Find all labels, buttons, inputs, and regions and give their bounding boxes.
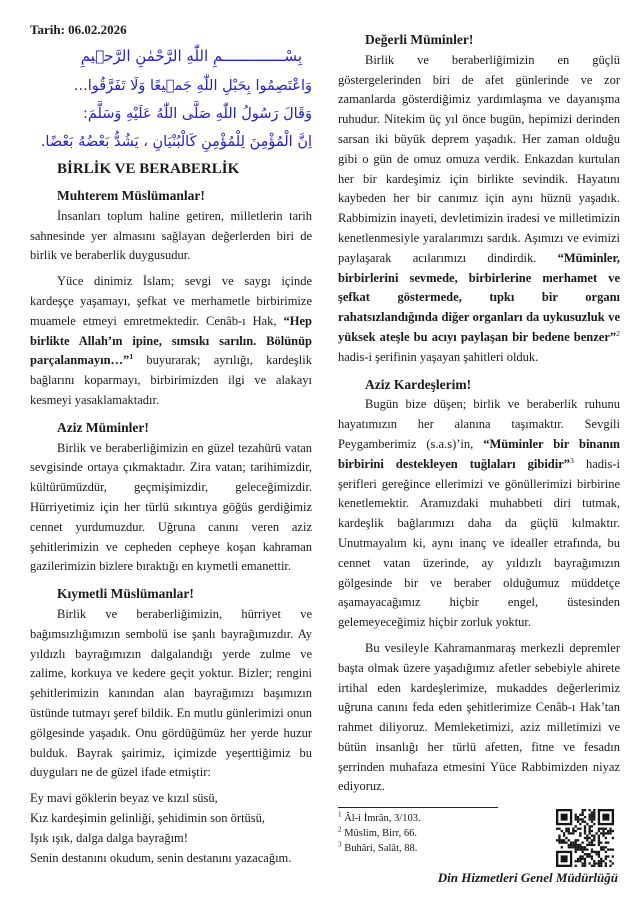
- paragraph: Bugün bize düşen; birlik ve beraberlik ruhunu hayatımızın her alanına taşımaktır. Sevgili Peygamberimiz (s.a.s)’in, “Müminler bir binanın birbirini destekleyen tuğlaları gibidir”$^3$ hadis-i şerifleri gereğince ellerimizi ve gönüllerimizi birbirine kenetlemektir. Aramızdaki muhabbeti diri tutmak, kardeşlik bağlarımızı daha da güçlü kılmaktır. Unutmayalım ki, aynı inanç ve idealler etrafında, bu cennet vatan üzerinde, ay yıldızlı bayrağımızın gölgesinde bir ve beraber olduğumuz müddetçe aşamayacağımız hiçbir engel, üstesinden gelemeyeceğimiz hiçbir zorluk yoktur.: [338, 397, 620, 630]
- sermon-title: BİRLİK VE BERABERLİK: [57, 161, 240, 177]
- footnote-text: Âl-i İmrân, 3/103.: [341, 813, 421, 825]
- section-heading-degerli-muminler: Değerli Müminler!: [365, 32, 474, 47]
- footnote-item: [338, 826, 498, 841]
- section-heading-aziz-kardeslerim: Aziz Kardeşlerim!: [365, 376, 472, 392]
- hadith-text-arabic: اِنَّ الْمُؤْمِنَ لِلْمُؤْمِنِ كَالْبُنْيَانِ ، يَشُدُّ بَعْضُهُ بَعْضًا.: [40, 134, 312, 150]
- hadith-intro-arabic: وَقَالَ رَسُولُ اللّٰهِ صَلَّى اللّٰهُ عَلَيْهِ وَسَلَّمَ:: [82, 106, 312, 122]
- poem-line: Senin destanını okudum, senin destanını yazacağım.: [30, 850, 292, 865]
- qr-code: [556, 809, 614, 867]
- paragraph: Bu vesileyle Kahramanmaraş merkezli depremler başta olmak üzere yaşadığımız afetler sebebiyle ahirete irtihal eden kardeşlerimize, mukaddes değerlerimiz uğruna canını feda eden şehitlerimize Cenâb-ı Hak’tan rahmet diliyoruz. Memleketimizi, aziz milletimizi ve bütün insanlığı her türlü afetten, fitne ve fesadın şerrinden muhafaza etmesini Yüce Rabbimizden niyaz ediyoruz.: [338, 640, 620, 794]
- footnote-item: [338, 841, 498, 856]
- date-label: Tarih: 06.02.2026: [30, 22, 127, 37]
- bismillah-calligraphy: بِسْــــــــــــــمِ اللّٰهِ الرَّحْمٰنِ الرَّح۪يمِ: [80, 47, 302, 65]
- poem-line: Kız kardeşimin gelinliği, şehidimin son örtüsü,: [30, 810, 266, 825]
- footnote-marker: 1: [338, 810, 342, 819]
- quran-verse-arabic: وَاعْتَصِمُوا بِحَبْلِ اللّٰهِ جَم۪يعًا وَلَا تَفَرَّقُوا...: [73, 78, 312, 94]
- paragraph: İnsanları toplum haline getiren, milletlerin tarih sahnesinde yer almasını sağlayan değerlerden biri de birlik ve beraberlik duygusudur.: [30, 208, 312, 263]
- right-column: [338, 22, 620, 905]
- footnote-marker: 2: [338, 825, 342, 834]
- poem-line: Ey mavi göklerin beyaz ve kızıl süsü,: [30, 791, 218, 806]
- section-heading-kiymetli-muslumanlar: Kıymetli Müslümanlar!: [57, 586, 194, 602]
- footnote-item: [338, 811, 498, 826]
- footnotes: [338, 807, 498, 856]
- footnote-text: Buhâri, Salât, 88.: [341, 843, 418, 855]
- paragraph: Birlik ve beraberliğimizin en güzel tezahürü vatan sevgisinde ortaya çıkmaktadır. Zira vatan; tarihimizdir, kültürümüzdür, geçmişimizdir, geleceğimizdir. Hürriyetimiz için her türlü sıkıntıya göğüs gerdiğimiz cennet yurdumuzdur. Uğruna canını veren aziz şehitlerimizin ve cepheden cepheye koşan kahraman gazilerimizin bizlere bıraktığı en kıymetli emanettir.: [30, 440, 312, 574]
- arabic-header-block: [30, 41, 312, 156]
- paragraph: Birlik ve beraberliğimizin, hürriyet ve bağımsızlığımızın sembolü ise şanlı bayrağımızdır. Ay yıldızlı bayrağımızın dalgalandığı yerde zulme ve zalime, korkuya ve kedere geçit yoktur. Bizler; rengini şehitlerimizin kanından alan bayrağımızı başımızın üstünde tutmayı şeref bildik. En mutlu günlerimizi onun gölgesinde yaşadık. Onu gördüğümüz her yerde huzur bulduk. Bayrak şairimiz, içimizde yeşerttiğimiz bu duyguları ne de güzel ifade etmiştir:: [30, 606, 312, 780]
- footnote-text: Müslim, Birr, 66.: [341, 828, 417, 840]
- signature-text: Din Hizmetleri Genel Müdürlüğü: [437, 870, 618, 886]
- left-column: [30, 22, 312, 905]
- footnote-marker: 3: [338, 840, 342, 849]
- paragraph: Birlik ve beraberliğimizin en güçlü göstergelerinden biri de afet günlerinde ve zor zamanlarda gösterdiğimiz yardımlaşma ve dayanışma ruhudur. Nitekim üç yıl önce bugün, hepimizi derinden sarsan iki büyük deprem yaşadık. Her zaman olduğu gibi o gün de omuz omuza verdik. Enkazdan kurtulan her bir kardeşimiz için birlikte sevindik. Hayatını kaybeden her bir canımız için aynı hüznü yaşadık. Rabbimizin inayeti, devletimizin iradesi ve milletimizin kenetlenmesiyle yaralarımızı sardık. Aşımızı ve evimizi paylaşarak acılarımızı dindirdik. “Müminler, birbirlerini sevmede, birbirlerine merhamet ve şefkat göstermede, tıpkı bir organı rahatsızlandığında diğer organları da uykusuzluk ve yüksek ateşle bu acıyı paylaşan bir bedene benzer”$^2$ hadis-i şerifinin yaşayan şahitleri olduk.: [338, 52, 620, 364]
- section-heading-muhterem-muslumanlar: Muhterem Müslümanlar!: [57, 188, 205, 203]
- poem-line: Işık ışık, dalga dalga bayrağım!: [30, 830, 188, 845]
- footer-row: [338, 807, 620, 867]
- paragraph: Yüce dinimiz İslam; sevgi ve saygı içinde kardeşçe yaşamayı, şefkat ve merhametle birbirimize muamele etmeyi emretmektedir. Cenâb-ı Hak, “Hep birlikte Allah’ın ipine, sımsıkı sarılın. Bölünüp parçalanmayın…”$^1$ buyurarak; ayrılığı, kardeşlik bağlarını koparmayı, birbirimizden ilgi ve alakayı kesmeyi yasaklamaktadır.: [30, 274, 312, 407]
- section-heading-aziz-muminler: Aziz Müminler!: [57, 419, 149, 435]
